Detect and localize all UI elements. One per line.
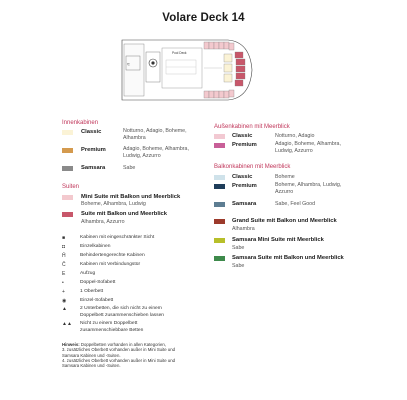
- suite-label: Suite mit Balkon und Meerblick: [81, 211, 168, 217]
- balcony-samsara-desc: Sabe, Feel Good: [275, 201, 316, 207]
- inside-premium-label: Premium: [81, 147, 106, 153]
- balcony-premium-label: Premium: [232, 183, 257, 189]
- inside-classic-label: Classic: [81, 129, 102, 135]
- outside-classic-label: Classic: [232, 133, 253, 139]
- balcony-classic-desc: Boheme: [275, 174, 295, 180]
- inside-premium-desc: Adagio, Boheme, Alhambra, Ludwig, Azzurro: [123, 146, 189, 159]
- samsara-suite-label: Samsara Suite mit Balkon und Meerblick: [232, 255, 344, 261]
- grand-suite-swatch: [214, 219, 225, 224]
- classic-swatch: [62, 130, 73, 135]
- samsara-suite-swatch: [214, 256, 225, 261]
- accessible-icon: Ĥ: [62, 253, 66, 259]
- samsara-mini-suite-swatch: [214, 238, 225, 243]
- outside-premium-swatch: [214, 143, 225, 148]
- balcony-classic-swatch: [214, 175, 225, 180]
- deck-label: Pool Deck: [172, 51, 187, 55]
- outside-classic-desc: Notturno, Adagio: [275, 133, 315, 139]
- inside-cabins-heading: Innenkabinen: [62, 120, 99, 126]
- grand-suite-desc: Alhambra: [232, 226, 255, 232]
- inside-classic-desc: Notturno, Adagio, Boheme, Alhambra: [123, 128, 187, 141]
- filled-square-icon: ■: [62, 235, 66, 241]
- plus-icon: +: [62, 289, 65, 295]
- outside-classic-swatch: [214, 134, 225, 139]
- balcony-cabins-heading: Balkonkabinen mit Meerblick: [214, 164, 291, 170]
- balcony-samsara-label: Samsara: [232, 201, 257, 207]
- premium-swatch: [62, 148, 73, 153]
- mini-suite-desc: Boheme, Alhambra, Ludwig: [81, 201, 146, 207]
- deck-plan: [118, 38, 254, 102]
- grand-suite-label: Grand Suite mit Balkon und Meerblick: [232, 218, 337, 224]
- single-cabin-icon: ◘: [62, 244, 66, 250]
- balcony-premium-swatch: [214, 184, 225, 189]
- outside-premium-label: Premium: [232, 142, 257, 148]
- balcony-classic-label: Classic: [232, 174, 253, 180]
- suite-swatch: [62, 212, 73, 217]
- mini-suite-label: Mini Suite mit Balkon und Meerblick: [81, 194, 181, 200]
- samsara-suite-desc: Sabe: [232, 263, 245, 269]
- dot-icon: •: [62, 280, 64, 286]
- samsara-mini-suite-desc: Sabe: [232, 245, 245, 251]
- outside-premium-desc: Adagio, Boheme, Alhambra, Ludwig, Azzurro: [275, 141, 341, 154]
- circle-dot-icon: ◉: [62, 298, 67, 304]
- page-title: Volare Deck 14: [162, 12, 245, 24]
- double-triangle-icon: ▲▲: [62, 321, 72, 327]
- mini-suite-swatch: [62, 195, 73, 200]
- footnote: Hinweis: Doppelbetten vorhanden in allen Kategorien, 3. zusätzliches Oberbett vorhanden außer in Mini Suite und Samsara Kabinen und -Suiten. 4. zusätzliches Oberbett vorhanden außer in Mini Suite und Samsara Kabinen und -Suiten.: [62, 342, 175, 369]
- balcony-premium-desc: Boheme, Alhambra, Ludwig, Azzurro: [275, 182, 342, 195]
- suite-desc: Alhambra, Azzurro: [81, 219, 125, 225]
- outside-cabins-heading: Außenkabinen mit Meerblick: [214, 124, 290, 130]
- connecting-door-icon: Č: [62, 262, 66, 268]
- inside-samsara-label: Samsara: [81, 165, 106, 171]
- samsara-mini-suite-label: Samsara Mini Suite mit Meerblick: [232, 237, 324, 243]
- svg-text:≈: ≈: [127, 62, 130, 68]
- samsara-swatch: [62, 166, 73, 171]
- inside-samsara-desc: Sabe: [123, 165, 136, 171]
- balcony-samsara-swatch: [214, 202, 225, 207]
- elevator-icon: E: [62, 271, 66, 277]
- suites-heading: Suiten: [62, 184, 80, 190]
- triangle-icon: ▲: [62, 306, 67, 312]
